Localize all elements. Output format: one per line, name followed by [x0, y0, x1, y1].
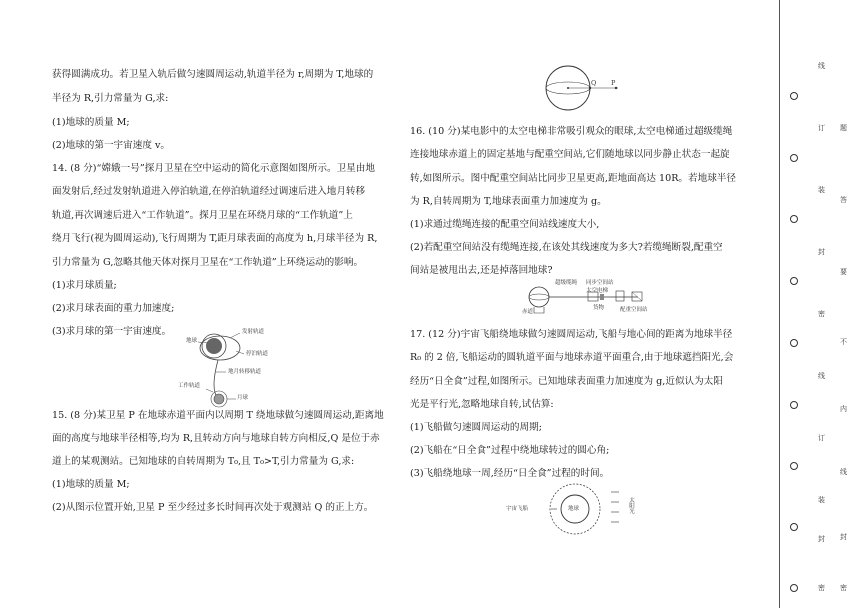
label-elevator: 太空电梯: [586, 288, 609, 294]
text-line: 道上的某观测站。已知地球的自转周期为 T₀,且 T₀>T,引力常量为 G,求:: [52, 456, 355, 467]
label-spaceship: 宇宙飞船: [506, 506, 529, 512]
text-line: 轨道,再次调速后进入“工作轨道”。探月卫星在环绕月球的“工作轨道”上: [52, 210, 353, 221]
margin-char: 不: [840, 338, 847, 346]
text-line: 间站是被甩出去,还是掉落回地球?: [410, 265, 553, 276]
binding-hole-icon: [790, 401, 798, 409]
text-line: (2)飞船在“日全食”过程中绕地球转过的圆心角;: [410, 445, 610, 456]
text-line: 连接地球赤道上的固定基地与配重空间站,它们随地球以同步静止状态一起旋: [410, 149, 730, 160]
margin-char: 要: [840, 268, 847, 276]
question-15-title: 15. (8 分)某卫星 P 在地球赤道平面内以周期 T 绕地球做匀速圆周运动,距离地: [52, 410, 384, 421]
margin-char: 封: [840, 533, 847, 541]
text-line: (1)地球的质量 M;: [52, 117, 130, 128]
label-counterweight: 配重空间站: [620, 307, 648, 313]
binding-hole-icon: [790, 523, 798, 531]
text-line: (3)飞船绕地球一周,经历“日全食”过程的时间。: [410, 468, 610, 479]
text-line: 引力常量为 G,忽略其他天体对探月卫星在“工作轨道”上环绕运动的影响。: [52, 257, 364, 268]
binding-hole-icon: [790, 339, 798, 347]
binding-hole-icon: [790, 584, 798, 592]
binding-hole-icon: [790, 462, 798, 470]
margin-char: 封: [818, 248, 825, 256]
margin-char: 题: [840, 124, 847, 132]
label-equator: 赤道: [522, 309, 534, 315]
text-line: (1)地球的质量 M;: [52, 479, 130, 490]
label-sync-station: 同步空间站: [586, 280, 614, 286]
margin-line: [779, 0, 780, 608]
text-line: 绕月飞行(视为圆周运动),飞行周期为 T,距月球表面的高度为 h,月球半径为 R,: [52, 233, 378, 244]
text-line: 转,如图所示。图中配重空间站比同步卫星更高,距地面高达 10R。若地球半径: [410, 173, 736, 184]
label-p: P: [611, 79, 616, 87]
margin-char: 线: [818, 62, 825, 70]
earth-satellite-diagram: [540, 62, 630, 116]
text-line: (1)求通过缆绳连接的配重空间站线速度大小,: [410, 219, 600, 230]
label-q: Q: [591, 79, 597, 87]
margin-char: 线: [840, 468, 847, 476]
text-line: 半径为 R,引力常量为 G,求:: [52, 93, 169, 104]
label-launch-orbit: 发射轨道: [242, 329, 265, 335]
question-14-title: 14. (8 分)“嫦娥一号”探月卫星在空中运动的简化示意图如图所示。卫星由地: [52, 163, 375, 174]
text-line: R₀ 的 2 倍,飞船运动的圆轨道平面与地球赤道平面重合,由于地球遮挡阳光,会: [410, 352, 734, 363]
label-transfer-orbit: 地月转移轨道: [228, 369, 262, 375]
margin-char: 订: [818, 124, 825, 132]
text-line: (2)地球的第一宇宙速度 v。: [52, 140, 170, 151]
margin-char: 封: [818, 535, 825, 543]
text-line: (1)求月球质量;: [52, 280, 117, 291]
text-line: 面的高度与地球半径相等,均为 R,且转动方向与地球自转方向相反,Q 是位于赤: [52, 433, 380, 444]
text-line: 面发射后,经过发射轨道进入停泊轨道,在停泊轨道经过调速后进入地月转移: [52, 186, 366, 197]
label-parking-orbit: 停泊轨道: [246, 351, 269, 357]
label-moon: 月球: [237, 395, 249, 401]
margin-char: 订: [818, 434, 825, 442]
label-cargo: 货物: [593, 305, 605, 311]
text-line: 经历“日全食”过程,如图所示。已知地球表面重力加速度为 g,近似认为太阳: [410, 376, 723, 387]
text-line: (2)若配重空间站没有缆绳连接,在该处其线速度为多大?若缆绳断裂,配重空: [410, 242, 723, 253]
text-line: (2)求月球表面的重力加速度;: [52, 303, 175, 314]
margin-char: 答: [840, 196, 847, 204]
question-16-title: 16. (10 分)某电影中的太空电梯非常吸引观众的眼球,太空电梯通过超级缆绳: [410, 126, 733, 137]
label-earth: 地球: [186, 338, 198, 344]
label-sunlight: 太阳光: [628, 497, 634, 514]
binding-hole-icon: [790, 92, 798, 100]
margin-char: 密: [818, 584, 825, 592]
text-line: 为 R,自转周期为 T,地球表面重力加速度为 g。: [410, 196, 607, 207]
text-line: (1)飞船做匀速圆周运动的周期;: [410, 422, 542, 433]
binding-hole-icon: [790, 215, 798, 223]
label-work-orbit: 工作轨道: [178, 383, 201, 389]
margin-char: 装: [818, 496, 825, 504]
label-earth: 地球: [568, 506, 580, 512]
binding-hole-icon: [790, 154, 798, 162]
question-17-title: 17. (12 分)宇宙飞船绕地球做匀速圆周运动,飞船与地心间的距离为地球半径: [410, 329, 733, 340]
margin-char: 内: [840, 405, 847, 413]
label-rope: 超级缆绳: [555, 280, 578, 286]
margin-char: 密: [840, 584, 847, 592]
margin-char: 线: [818, 372, 825, 380]
text-line: (3)求月球的第一宇宙速度。: [52, 326, 172, 337]
text-line: 光是平行光,忽略地球自转,试估算:: [410, 399, 554, 410]
text-line: (2)从图示位置开始,卫星 P 至少经过多长时间再次处于观测站 Q 的正上方。: [52, 502, 374, 513]
text-line: 获得圆满成功。若卫星入轨后做匀速圆周运动,轨道半径为 r,周期为 T,地球的: [52, 69, 374, 80]
margin-char: 装: [818, 186, 825, 194]
binding-hole-icon: [790, 277, 798, 285]
margin-char: 密: [818, 310, 825, 318]
